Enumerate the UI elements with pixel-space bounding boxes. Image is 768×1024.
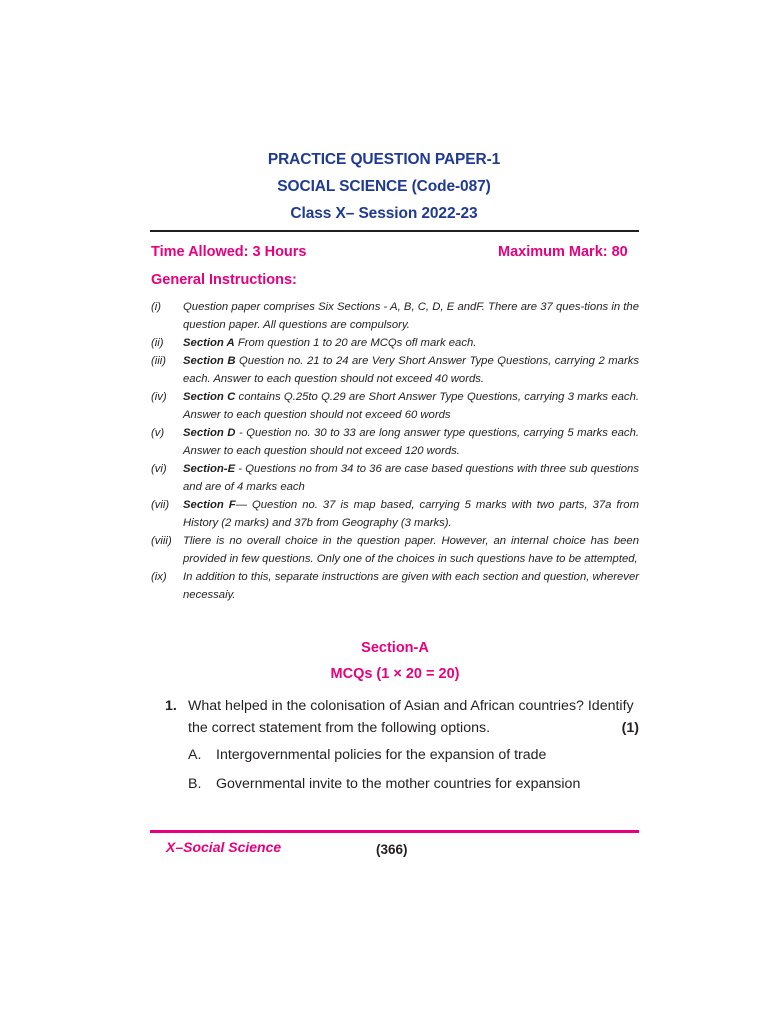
- instruction-bold: Section-E: [183, 463, 236, 475]
- time-allowed: Time Allowed: 3 Hours: [151, 244, 307, 260]
- instruction-number: (iii): [151, 355, 167, 367]
- header-divider: [150, 230, 639, 232]
- instruction-number: (vi): [151, 463, 167, 475]
- instruction-text: — Question no. 37 is map based, carrying 5 marks with two parts, 37a from History (2 marks) and 37b from Geography (3 marks).: [183, 499, 640, 529]
- footer-subject: X–Social Science: [166, 839, 282, 855]
- option-b: [188, 776, 580, 792]
- maximum-marks: Maximum Mark: 80: [498, 244, 628, 260]
- instruction-item: [151, 496, 639, 532]
- instruction-bold: Section D: [183, 427, 236, 439]
- instruction-bold: Section C: [183, 391, 236, 403]
- instruction-number: (i): [151, 301, 162, 313]
- option-a: [188, 747, 546, 763]
- question-text: What helped in the colonisation of Asian and African countries? Identify the correct statement from the following options.: [188, 698, 634, 736]
- page-number: (366): [376, 842, 408, 857]
- instruction-number: (vii): [151, 499, 170, 511]
- instruction-item: [151, 352, 639, 388]
- footer-divider: [150, 830, 639, 833]
- class-session: Class X– Session 2022-23: [290, 205, 478, 222]
- section-subtitle: MCQs (1 × 20 = 20): [330, 666, 460, 682]
- instruction-item: [151, 424, 639, 460]
- instruction-number: (viii): [151, 535, 172, 547]
- instruction-bold: Section B: [183, 355, 236, 367]
- instruction-text: In addition to this, separate instructions are given with each section and question, wherever necessaiy.: [183, 571, 639, 601]
- instruction-item: [151, 460, 639, 496]
- instruction-number: (ix): [151, 571, 167, 583]
- paper-title: PRACTICE QUESTION PAPER-1: [267, 151, 501, 168]
- instruction-number: (iv): [151, 391, 167, 403]
- instruction-text: - Questions no from 34 to 36 are case based questions with three sub questions and are of 4 marks each: [183, 463, 639, 493]
- subject-title: SOCIAL SCIENCE (Code-087): [277, 178, 491, 195]
- instruction-item: [151, 298, 639, 334]
- instruction-bold: Section F: [183, 499, 236, 511]
- option-label: A.: [188, 747, 202, 763]
- option-text: Governmental invite to the mother countries for expansion: [216, 776, 581, 792]
- instruction-text: Tliere is no overall choice in the question paper. However, an internal choice has been provided in few questions. Only one of the choices in such questions have to be attempted,: [183, 535, 639, 565]
- instructions-heading: General Instructions:: [151, 272, 297, 288]
- instruction-item: [151, 334, 639, 352]
- option-text: Intergovernmental policies for the expansion of trade: [216, 747, 547, 763]
- instruction-text: Question paper comprises Six Sections - A, B, C, D, E andF. There are 37 ques-tions in the question paper. All questions are compulsory.: [183, 301, 639, 331]
- instructions-list: [151, 298, 639, 604]
- instruction-text: - Question no. 30 to 33 are long answer type questions, carrying 5 marks each. Answer to each question should not exceed 120 words.: [183, 427, 639, 457]
- section-title: Section-A: [361, 640, 429, 656]
- question-number: 1.: [165, 698, 177, 714]
- instruction-text: contains Q.25to Q.29 are Short Answer Type Questions, carrying 3 marks each. Answer to each question should not exceed 60 words: [183, 391, 639, 421]
- instruction-text: From question 1 to 20 are MCQs ofl mark each.: [234, 337, 477, 349]
- instruction-item: [151, 532, 639, 568]
- instruction-item: [151, 568, 639, 604]
- instruction-text: Question no. 21 to 24 are Very Short Answer Type Questions, carrying 2 marks each. Answer to each question should not exceed 40 words.: [183, 355, 639, 385]
- question-mark: (1): [621, 720, 639, 736]
- instruction-bold: Section A: [183, 337, 235, 349]
- instruction-number: (ii): [151, 337, 164, 349]
- instruction-item: [151, 388, 639, 424]
- instruction-number: (v): [151, 427, 165, 439]
- option-label: B.: [188, 776, 202, 792]
